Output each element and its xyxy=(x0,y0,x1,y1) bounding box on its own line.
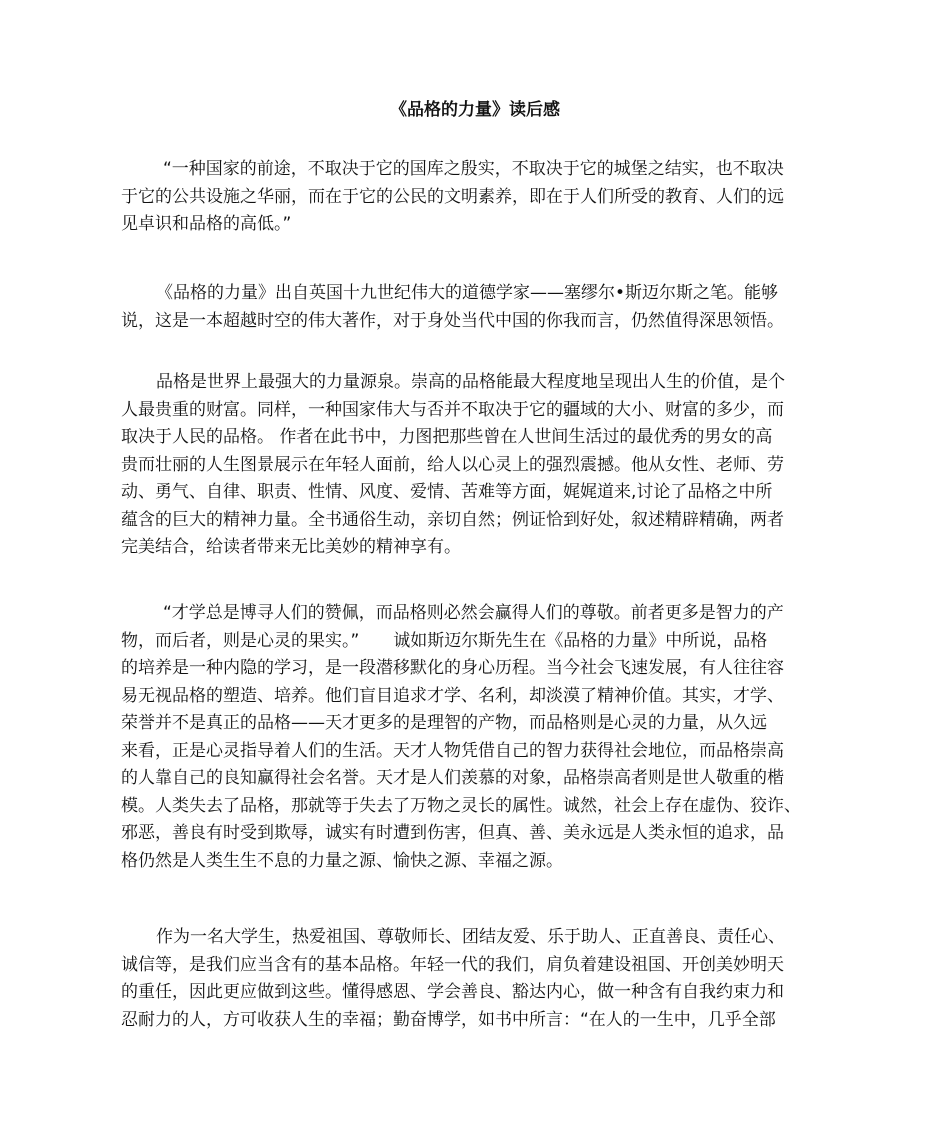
paragraph-line: 格仍然是人类生生不息的力量之源、愉快之源、幸福之源。 xyxy=(121,850,563,871)
paragraph-line: 《品格的力量》出自英国十九世纪伟大的道德学家——塞缪尔•斯迈尔斯之笔。能够 xyxy=(156,283,779,303)
paragraph-line: 的重任，因此更应做到这些。懂得感恩、学会善良、豁达内心，做一种含有自我约束力和 xyxy=(121,982,784,1002)
paragraph-line: 完美结合，给读者带来无比美妙的精神享有。 xyxy=(121,537,461,557)
paragraph-line: 物，而后者，则是心灵的果实。” 诚如斯迈尔斯先生在《品格的力量》中所说，品格 xyxy=(121,630,768,651)
paragraph-line: 品格是世界上最强大的力量源泉。崇高的品格能最大程度地呈现出人生的价值，是个 xyxy=(156,372,785,392)
document-title: 《品格的力量》读后感 xyxy=(390,100,560,120)
paragraph-line: “一种国家的前途，不取决于它的国库之殷实，不取决于它的城堡之结实，也不取决 xyxy=(163,159,784,179)
paragraph-line: 说，这是一本超越时空的伟大著作，对于身处当代中国的你我而言，仍然值得深思领悟。 xyxy=(121,310,784,331)
paragraph-line: 贵而壮丽的人生图景展示在年轻人面前，给人以心灵上的强烈震撼。他从女性、老师、劳 xyxy=(121,454,784,475)
paragraph-line: 作为一名大学生，热爱祖国、尊敬师长、团结友爱、乐于助人、正直善良、责任心、 xyxy=(156,927,785,947)
paragraph-line: 于它的公共设施之华丽，而在于它的公民的文明素养，即在于人们所受的教育、人们的远 xyxy=(121,186,784,207)
paragraph-4 xyxy=(121,600,831,875)
paragraph-3 xyxy=(121,369,831,562)
paragraph-line: 易无视品格的塑造、培养。他们盲目追求才学、名利，却淡漠了精神价值。其实，才学、 xyxy=(121,685,784,706)
paragraph-line: “才学总是博寻人们的赞佩，而品格则必然会赢得人们的尊敬。前者更多是智力的产 xyxy=(163,603,784,623)
paragraph-line: 的培养是一种内隐的学习，是一段潜移默化的身心历程。当今社会飞速发展，有人往往容 xyxy=(121,658,784,678)
paragraph-line: 人最贵重的财富。同样，一种国家伟大与否并不取决于它的疆域的大小、财富的多少，而 xyxy=(121,399,784,420)
paragraph-line: 忍耐力的人，方可收获人生的幸福；勤奋博学，如书中所言：“在人的一生中，几乎全部 xyxy=(121,1009,776,1030)
paragraph-line: 见卓识和品格的高低。” xyxy=(121,214,292,234)
paragraph-line: 蕴含的巨大的精神力量。全书通俗生动，亲切自然；例证恰到好处，叙述精辟精确，两者 xyxy=(121,509,784,530)
paragraph-line: 荣誉并不是真正的品格——天才更多的是理智的产物，而品格则是心灵的力量，从久远 xyxy=(121,713,767,733)
paragraph-line: 模。人类失去了品格，那就等于失去了万物之灵长的属性。诚然，社会上存在虚伪、狡诈、 xyxy=(121,795,801,816)
paragraph-line: 诚信等，是我们应当含有的基本品格。年轻一代的我们，肩负着建设祖国、开创美妙明天 xyxy=(121,954,784,975)
paragraph-line: 邪恶，善良有时受到欺辱，诚实有时遭到伤害，但真、善、美永远是人类永恒的追求，品 xyxy=(121,823,784,843)
paragraph-5 xyxy=(121,924,831,1034)
paragraph-line: 动、勇气、自律、职责、性情、风度、爱情、苦难等方面，娓娓道来,讨论了品格之中所 xyxy=(121,482,773,502)
paragraph-line: 取决于人民的品格。 作者在此书中，力图把那些曾在人世间生活过的最优秀的男女的高 xyxy=(121,427,773,447)
paragraph-2 xyxy=(121,280,831,335)
paragraph-1 xyxy=(121,156,831,239)
paragraph-line: 来看，正是心灵指导着人们的生活。天才人物凭借自己的智力获得社会地位，而品格崇高 xyxy=(121,740,784,761)
paragraph-line: 的人靠自己的良知赢得社会名誉。天才是人们羡慕的对象，品格崇高者则是世人敬重的楷 xyxy=(121,768,784,788)
